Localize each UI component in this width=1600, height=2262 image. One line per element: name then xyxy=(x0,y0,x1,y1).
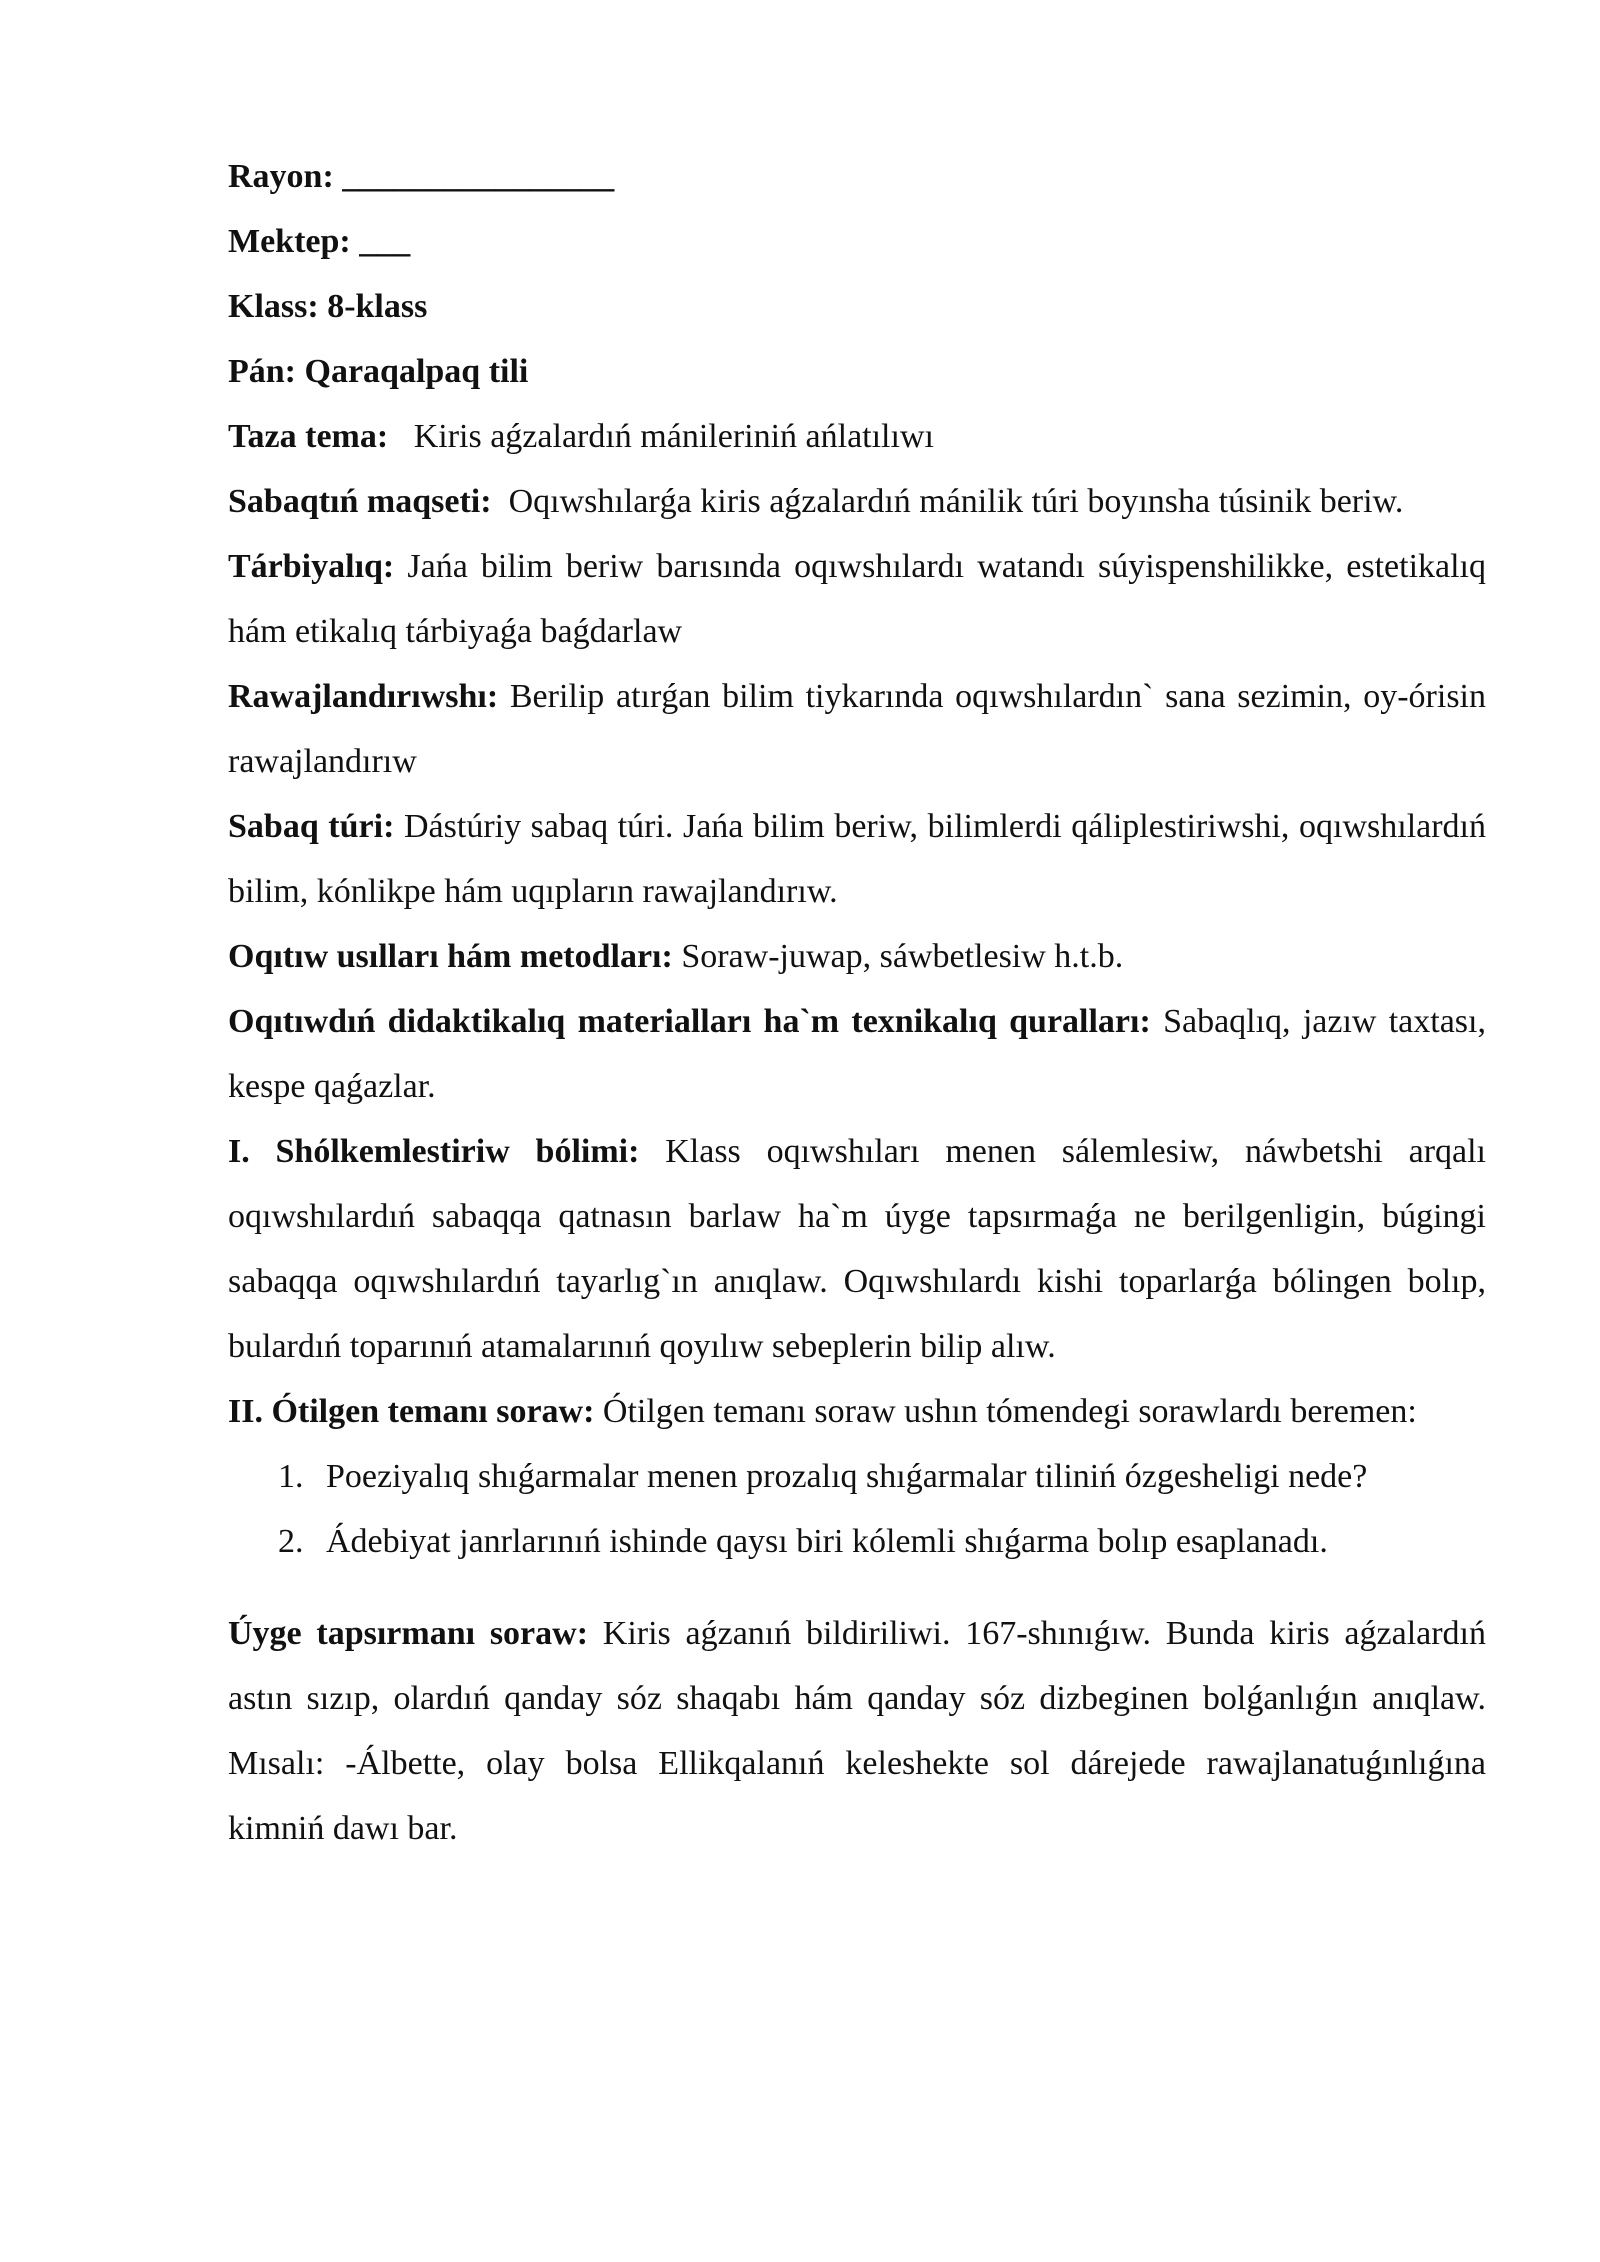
bolim2-text: Ótilgen temanı soraw ushın tómendegi sorawlardı beremen: xyxy=(602,1393,1417,1430)
sabaq-turi-text: Dástúriy sabaq túri. Jańa bilim beriw, bilimlerdi qáliplestiriwshi, oqıwshılardıń bilim, kónlikpe hám uqıpların rawajlandırıw. xyxy=(228,808,1487,910)
sabaq-turi-paragraph xyxy=(228,794,1486,924)
rawaj-label: Rawajlandırıwshı: xyxy=(228,678,499,715)
taza-tema-label: Taza tema: xyxy=(228,418,389,455)
materiallar-label: Oqıtıwdıń didaktikalıq materialları ha`m texnikalıq quralları: xyxy=(228,1003,1151,1040)
sabaq-turi-label: Sabaq túri: xyxy=(228,808,395,845)
taza-tema-text: Kiris aǵzalardıń mánileriniń ańlatılıwı xyxy=(413,418,934,455)
rayon-line xyxy=(228,144,1486,209)
spacer xyxy=(228,1574,1486,1601)
rawaj-paragraph xyxy=(228,664,1486,794)
uyge-label: Úyge tapsırmanı soraw: xyxy=(228,1615,589,1652)
pan-line xyxy=(228,339,1486,404)
klass-value: 8-klass xyxy=(327,288,428,325)
document-page xyxy=(228,144,1486,1861)
maqset-paragraph xyxy=(228,469,1486,534)
klass-label: Klass: xyxy=(228,288,319,325)
question-item: Poeziyalıq shıǵarmalar menen prozalıq shıǵarmalar tiliniń ózgesheligi nede? xyxy=(326,1458,1368,1495)
usillar-line xyxy=(228,924,1486,989)
tarbiya-text: Jańa bilim beriw barısında oqıwshılardı watandı súyispenshilikke, estetikalıq hám etikalıq tárbiyaǵa baǵdarlaw xyxy=(228,548,1486,650)
uyge-text: Kiris aǵzanıń bildiriliwi. 167-shınıǵıw. Bunda kiris aǵzalardıń astın sızıp, olardıń qanday sóz shaqabı hám qanday sóz dizbeginen bolǵanlıǵın anıqlaw. Mısalı: -Álbette, olay bolsa Ellikqalanıń keleshekte sol dárejede rawajlanatuǵınlıǵına kimniń dawı bar. xyxy=(228,1615,1486,1847)
taza-tema-line xyxy=(228,404,1486,469)
bolim2-paragraph xyxy=(228,1379,1486,1444)
materiallar-paragraph xyxy=(228,989,1486,1119)
mektep-label: Mektep: xyxy=(228,223,351,260)
materiallar-text: Sabaqlıq, jazıw taxtası, kespe qaǵazlar. xyxy=(228,1003,1486,1105)
pan-label: Pán: xyxy=(228,353,296,390)
tarbiya-paragraph xyxy=(228,534,1486,664)
rayon-blank: ________________ xyxy=(342,158,615,195)
question-list xyxy=(228,1444,1486,1574)
rayon-label: Rayon: xyxy=(228,158,334,195)
uyge-paragraph xyxy=(228,1601,1486,1861)
bolim2-label: II. Ótilgen temanı soraw: xyxy=(228,1393,595,1430)
tarbiya-label: Tárbiyalıq: xyxy=(228,548,395,585)
mektep-line xyxy=(228,209,1486,274)
maqset-text: Oqıwshılarǵa kiris aǵzalardıń mánilik túri boyınsha túsinik beriw. xyxy=(508,483,1404,520)
bolim1-label: I. Shólkemlestiriw bólimi: xyxy=(228,1133,640,1170)
bolim1-text: Klass oqıwshıları menen sálemlesiw, náwbetshi arqalı oqıwshılardıń sabaqqa qatnasın barlaw ha`m úyge tapsırmaǵa ne berilgenligin, búgingi sabaqqa oqıwshılardıń tayarlıg`ın anıqlaw. Oqıwshılardı kishi toparlarǵa bólingen bolıp, bulardıń toparınıń atamalarınıń qoyılıw sebeplerin bilip alıw. xyxy=(228,1133,1486,1365)
rawaj-text: Berilip atırǵan bilim tiykarında oqıwshılardın` sana sezimin, oy-órisin rawajlandırıw xyxy=(228,678,1487,780)
usillar-label: Oqıtıw usılları hám metodları: xyxy=(228,938,673,975)
pan-value: Qaraqalpaq tili xyxy=(304,353,529,390)
bolim1-paragraph xyxy=(228,1119,1486,1379)
mektep-blank: ___ xyxy=(359,223,411,260)
maqset-label: Sabaqtıń maqseti: xyxy=(228,483,492,520)
usillar-text: Soraw-juwap, sáwbetlesiw h.t.b. xyxy=(681,938,1124,975)
question-item: Ádebiyat janrlarınıń ishinde qaysı biri kólemli shıǵarma bolıp esaplanadı. xyxy=(326,1523,1328,1560)
klass-line xyxy=(228,274,1486,339)
